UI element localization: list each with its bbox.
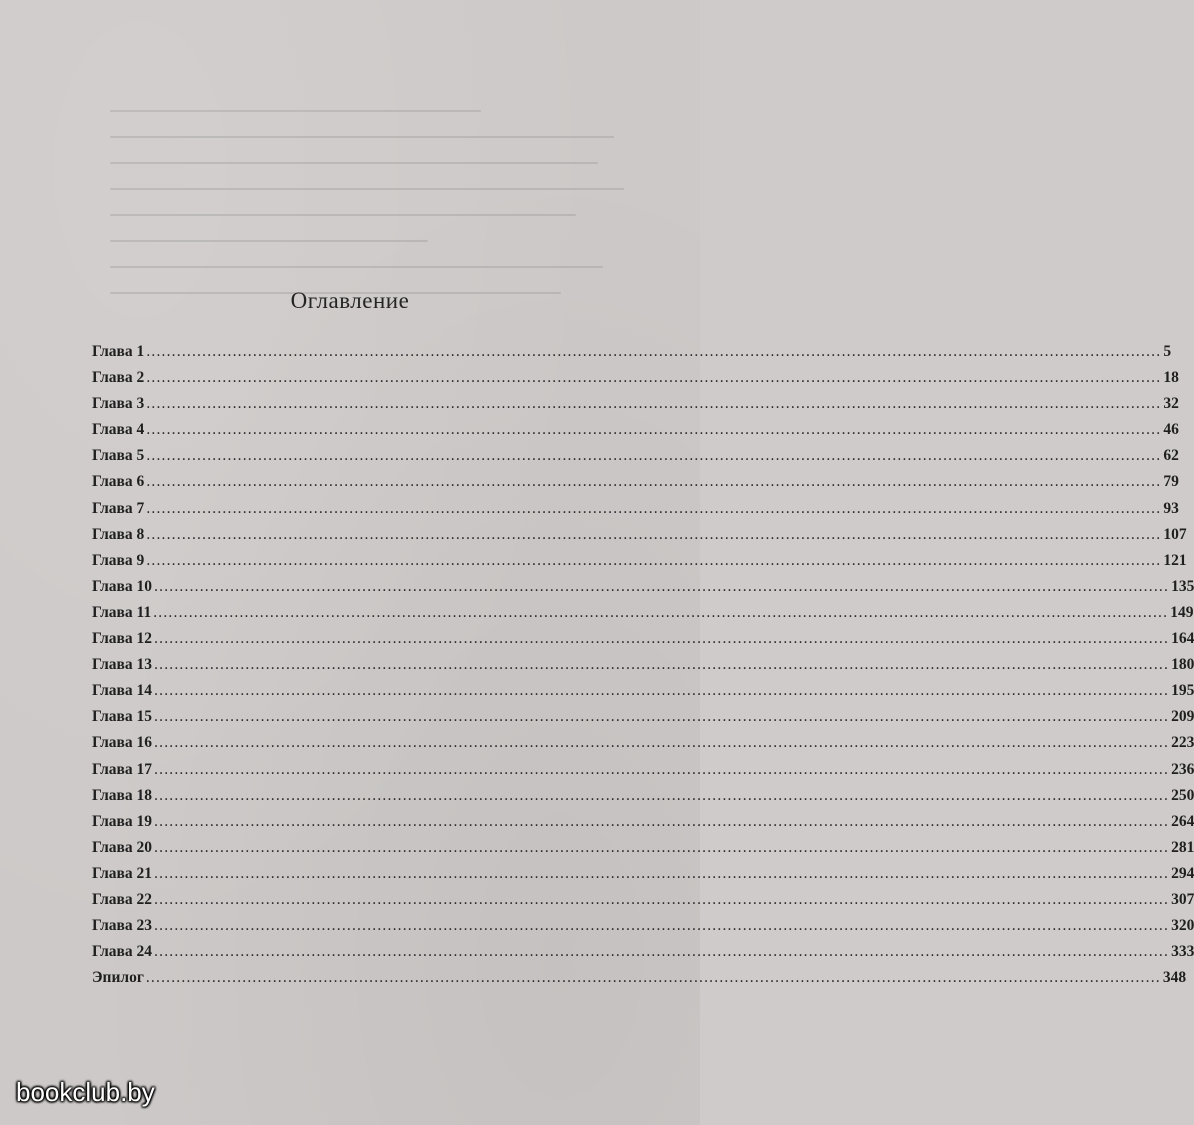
toc-entry-label: Глава 13 xyxy=(92,656,153,674)
site-watermark: bookclub.by xyxy=(16,1077,155,1107)
dot-leader: ........................................................................................................................................................................................................ xyxy=(154,917,1170,935)
toc-list xyxy=(92,343,1194,995)
toc-entry-page-number: 107 xyxy=(1163,525,1187,543)
toc-entry-label: Глава 4 xyxy=(92,421,145,439)
toc-entry-label: Глава 23 xyxy=(92,917,153,935)
toc-entry-page-number: 281 xyxy=(1171,838,1194,856)
toc-entry-page-number: 223 xyxy=(1171,734,1194,752)
toc-entry xyxy=(92,603,1194,630)
toc-entry-page-number: 79 xyxy=(1163,473,1179,491)
dot-leader: ........................................................................................................................................................................................................ xyxy=(145,969,1161,987)
toc-entry-page-number: 250 xyxy=(1171,786,1194,804)
toc-entry xyxy=(92,551,1187,578)
dot-leader: ........................................................................................................................................................................................................ xyxy=(154,943,1170,961)
toc-entry xyxy=(92,395,1179,421)
toc-entry xyxy=(92,525,1187,552)
toc-entry-label: Глава 12 xyxy=(92,630,153,648)
dot-leader: ........................................................................................................................................................................................................ xyxy=(154,630,1170,648)
toc-entry-label: Глава 7 xyxy=(92,499,145,517)
toc-entry xyxy=(92,473,1179,499)
toc-entry-page-number: 135 xyxy=(1171,577,1194,595)
toc-entry-page-number: 46 xyxy=(1163,421,1179,439)
toc-entry xyxy=(92,864,1194,891)
toc-entry-label: Глава 6 xyxy=(92,473,145,491)
toc-entry xyxy=(92,917,1194,943)
toc-entry-label: Глава 5 xyxy=(92,447,145,465)
toc-entry xyxy=(92,760,1194,787)
toc-entry xyxy=(92,969,1187,995)
toc-entry xyxy=(92,890,1194,917)
toc-entry-label: Глава 9 xyxy=(92,551,145,569)
toc-entry-label: Глава 3 xyxy=(92,395,145,413)
toc-entry-label: Глава 20 xyxy=(92,838,153,856)
toc-entry xyxy=(92,786,1194,813)
toc-entry xyxy=(92,708,1194,734)
toc-entry xyxy=(92,447,1179,473)
dot-leader: ........................................................................................................................................................................................................ xyxy=(146,551,1162,569)
dot-leader: ........................................................................................................................................................................................................ xyxy=(154,656,1170,674)
dot-leader: ........................................................................................................................................................................................................ xyxy=(154,812,1170,830)
dot-leader: ........................................................................................................................................................................................................ xyxy=(146,447,1162,465)
toc-entry-label: Глава 8 xyxy=(92,525,145,543)
toc-entry-page-number: 264 xyxy=(1171,812,1194,830)
toc-entry-label: Глава 22 xyxy=(92,890,153,908)
dot-leader: ........................................................................................................................................................................................................ xyxy=(146,421,1162,439)
toc-entry-page-number: 294 xyxy=(1171,864,1194,882)
toc-entry xyxy=(92,943,1194,969)
toc-entry-page-number: 236 xyxy=(1171,760,1194,778)
toc-entry-page-number: 209 xyxy=(1171,708,1194,726)
toc-entry-page-number: 348 xyxy=(1162,969,1187,987)
toc-entry-label: Глава 10 xyxy=(92,577,153,595)
toc-entry-label: Глава 19 xyxy=(92,812,153,830)
dot-leader: ........................................................................................................................................................................................................ xyxy=(146,343,1162,360)
dot-leader: ........................................................................................................................................................................................................ xyxy=(154,760,1170,778)
dot-leader: ........................................................................................................................................................................................................ xyxy=(154,577,1170,595)
toc-entry-page-number: 32 xyxy=(1163,395,1179,413)
toc-entry xyxy=(92,656,1194,682)
toc-entry-label: Эпилог xyxy=(92,969,144,987)
toc-entry-page-number: 93 xyxy=(1163,499,1179,517)
toc-entry-label: Глава 17 xyxy=(92,760,153,778)
dot-leader: ........................................................................................................................................................................................................ xyxy=(153,603,1169,621)
dot-leader: ........................................................................................................................................................................................................ xyxy=(146,369,1162,387)
toc-entry-page-number: 164 xyxy=(1171,630,1194,648)
toc-entry-label: Глава 16 xyxy=(92,734,153,752)
toc-entry-label: Глава 24 xyxy=(92,943,153,961)
toc-entry-page-number: 180 xyxy=(1171,656,1194,674)
toc-entry-page-number: 18 xyxy=(1163,369,1179,387)
toc-entry xyxy=(92,369,1179,395)
toc-entry-label: Глава 14 xyxy=(92,682,153,700)
toc-entry-label: Глава 21 xyxy=(92,864,153,882)
toc-entry-page-number: 320 xyxy=(1171,917,1194,935)
toc-entry-label: Глава 1 xyxy=(92,343,145,360)
dot-leader: ........................................................................................................................................................................................................ xyxy=(146,473,1162,491)
toc-title: Оглавление xyxy=(290,288,410,313)
bleed-through-text xyxy=(110,110,640,310)
dot-leader: ........................................................................................................................................................................................................ xyxy=(154,708,1170,726)
toc-entry-page-number: 121 xyxy=(1163,551,1187,569)
dot-leader: ........................................................................................................................................................................................................ xyxy=(154,786,1170,804)
toc-entry xyxy=(92,577,1194,604)
toc-entry xyxy=(92,838,1194,865)
dot-leader: ........................................................................................................................................................................................................ xyxy=(154,734,1170,752)
toc-entry-page-number: 62 xyxy=(1163,447,1179,465)
toc-entry-label: Глава 11 xyxy=(92,603,152,621)
dot-leader: ........................................................................................................................................................................................................ xyxy=(154,864,1170,882)
toc-entry xyxy=(92,499,1179,526)
toc-entry-label: Глава 15 xyxy=(92,708,153,726)
dot-leader: ........................................................................................................................................................................................................ xyxy=(146,395,1162,413)
toc-entry-page-number: 149 xyxy=(1170,603,1194,621)
toc-entry-label: Глава 2 xyxy=(92,369,145,387)
dot-leader: ........................................................................................................................................................................................................ xyxy=(146,499,1162,517)
toc-entry-page-number: 307 xyxy=(1171,890,1194,908)
dot-leader: ........................................................................................................................................................................................................ xyxy=(154,890,1170,908)
toc-entry xyxy=(92,343,1172,369)
toc-entry xyxy=(92,630,1194,656)
dot-leader: ........................................................................................................................................................................................................ xyxy=(154,682,1170,700)
toc-entry xyxy=(92,421,1179,447)
toc-entry xyxy=(92,734,1194,760)
toc-entry xyxy=(92,812,1194,839)
toc-entry-label: Глава 18 xyxy=(92,786,153,804)
toc-entry-page-number: 195 xyxy=(1171,682,1194,700)
dot-leader: ........................................................................................................................................................................................................ xyxy=(146,525,1162,543)
toc-entry-page-number: 5 xyxy=(1163,343,1172,360)
dot-leader: ........................................................................................................................................................................................................ xyxy=(154,838,1170,856)
toc-entry xyxy=(92,682,1194,708)
toc-entry-page-number: 333 xyxy=(1171,943,1194,961)
